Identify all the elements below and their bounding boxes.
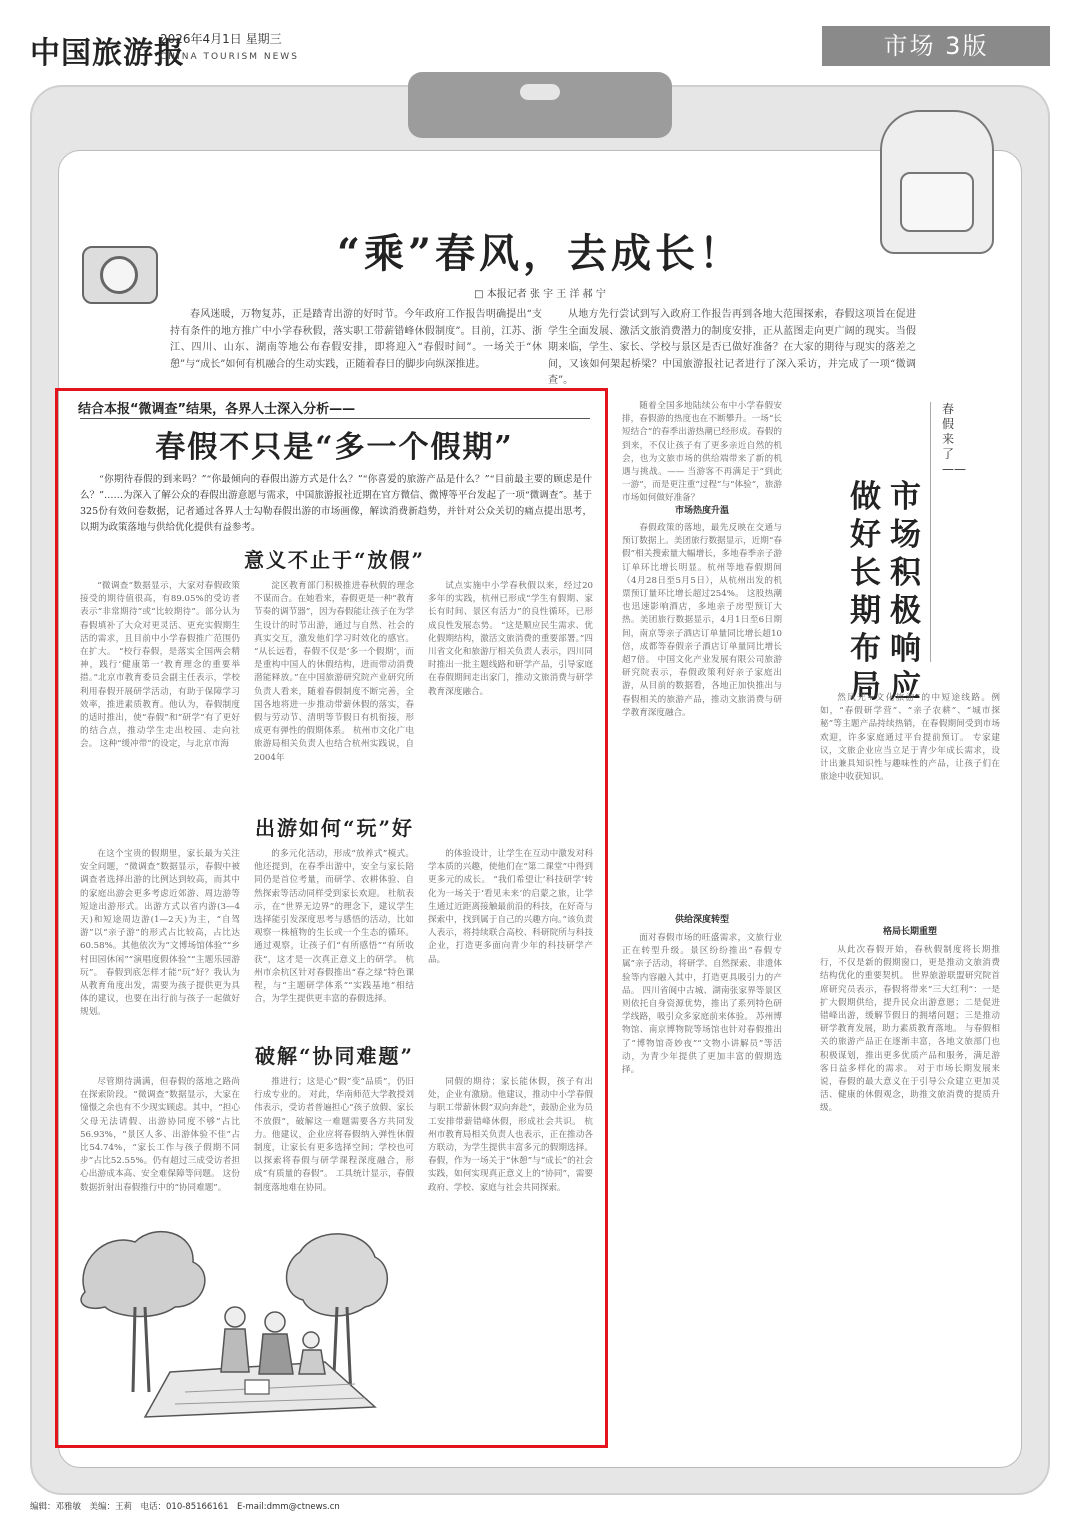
- right-column-upper: [820, 692, 1000, 912]
- subhead-long-term: 格局长期重塑: [882, 927, 937, 937]
- feature-lead: “你期待春假的到来吗？”“你最倾向的春假出游方式是什么？”“你喜爱的旅游产品是什么？”“目前最主要的顾虑是什么？”……为深入了解公众的春假出游意愿与需求，中国旅游报社近期在官方微信、微博等平台发起了一项“微调查”。基于325份有效问卷数据，记者通过各界人士勾勒春假出游的市场画像，解读消费新趋势，并针对公众关切的痛点提出思考，以期为政策落地与供给优化提供有益参考。: [80, 474, 592, 533]
- supply-transform-text: 面对春假市场的旺盛需求，文旅行业正在转型升级。景区纷纷推出“春假专属”亲子活动，将研学、自然探索、非遗体验等内容融入其中，打造更具吸引力的产品。 四川省阆中古城、湖南张家界等景区则依托自身资源优势，推出了系列特色研学线路，吸引众多家庭前来体验。 苏州博物馆、南京博物院等场馆也针对春假推出了“博物馆奇妙夜”“文物小讲解员”等活动，为青少年提供了更加丰富的假期选择。: [622, 933, 782, 1076]
- side-kicker: 春假来了——: [942, 402, 966, 476]
- right-intro-column: [622, 400, 782, 504]
- section-heading-2: 出游如何“玩”好: [254, 816, 414, 840]
- section-heading-3: 破解“协同难题”: [254, 1044, 414, 1068]
- section2-column-3: [428, 848, 593, 1028]
- section2-column-1: [80, 848, 240, 1028]
- newspaper-logo: 中国旅游报: [30, 36, 185, 71]
- main-headline: “乘”春风，去成长！: [336, 230, 743, 277]
- section3-column-1: [80, 1076, 240, 1216]
- section3-column-2: [254, 1076, 414, 1216]
- section2-column-2: [254, 848, 414, 1028]
- section-heading-1: 意义不止于“放假”: [243, 548, 425, 572]
- intro-left: 春风迷暖，万物复苏，正是踏青出游的好时节。今年政府工作报告明确提出“支持有条件的地方推广中小学春秋假，落实职工带薪错峰休假制度”。目前，江苏、浙江、四川、山东、湖南等地公布春假安排，即将迎入“春假时间”。一场关于“休憩”与“成长”如何有机融合的生动实践，正随着春日的脚步向纵深推进。: [170, 309, 542, 370]
- right-column-upper-text: 然风光+文化旅游”的中短途线路。例如，“春假研学营”、“亲子农耕”、“城市探秘”等主题产品持续热销，在春假期间受到市场欢迎，许多家庭通过平台提前预订。 专家建议，文旅企业应当立足于青少年成长需求，设计出兼具知识性与趣味性的产品，让孩子们在旅途中收获知识。: [820, 693, 1000, 783]
- byline: □ 本报记者 张 宇 王 洋 郝 宁: [474, 289, 606, 300]
- section3-column-2-text: 推进行；这是心“假”变“品质”，仍旧行成专业的。 对此，华南师范大学教授刘伟表示，受访者普遍担心“孩子放假、家长不放假”，破解这一难题需要各方共同发力。他建议，企业应将春假纳入弹性休假制度，让家长有更多选择空间；学校也可以探索将春假与研学课程深度融合，形成“有质量的春假”。 工具统计显示，春假制度落地难在协同。: [254, 1077, 414, 1193]
- vertical-divider: [930, 402, 931, 662]
- market-heat-text: 春假政策的落地，最先反映在交通与预订数据上。美团旅行数据显示，近期“春假”相关搜索量大幅增长，多地春季亲子游订单环比增长明显。杭州等地春假期间（4月28日至5月5日），从杭州出发的机票预订量环比增长超过254%。 这股热潮也迅速影响酒店，多地亲子房型预订大热。美团旅行数据显示，4月1日至6日期间，南京等亲子酒店订单量同比增长超10倍，成都等春假亲子酒店订单量同比增长超7倍。 中国文化产业发展有限公司旅游研究院表示，春假政策利好亲子家庭出游，从目前的数据看，各地正加快推出与春假相关的旅游产品，推动文旅消费与研学教育深度融合。: [622, 523, 782, 718]
- section1-column-1: [80, 580, 240, 792]
- subhead-market-heat: 市场热度升温: [674, 506, 729, 516]
- section1-column-2-text: 淀区教育部门积极推进春秋假的理念不谋而合。在她看来，春假更是一种“教育节奏的调节器”，因为春假能让孩子在为学生设计的时节出游，通过与自然、社会的真实交互，激发他们学习时效化的感官。 “从长远看，春假不仅是‘多一个假期’，而是重构中国人的休假结构，进而带动消费潜能释放。”在中国旅游研究院产业研究所负责人看来，随着春假制度不断完善，全国各地将进一步推动带薪休假的落实，春假与劳动节、清明等节假日有机衔接，形成更有弹性的假期体系。 杭州市文化广电旅游局相关负责人也结合杭州实践说，自2004年: [254, 581, 414, 763]
- editor-footer: 编辑：邓雅敏 美编：王莉 电话：010-85166161 E-mail:dmm@ctnews.cn: [30, 1502, 340, 1512]
- intro-right: 从地方先行尝试到写入政府工作报告再到各地大范围探索，春假这项旨在促进学生全面发展、激活文旅消费潜力的制度安排，正从蓝图走向更广阔的现实。当假期来临，学生、家长、学校与景区是否已做好准备？在大家的期待与现实的落差之间，又该如何架起桥梁？中国旅游报社记者进行了深入采访，并完成了一项“微调查”。: [548, 309, 916, 386]
- subhead-supply-transform: 供给深度转型: [674, 915, 729, 925]
- section3-column-3-text: 同假的期待；家长能休假，孩子有出处，企业有激励。他建议，推动中小学春假与职工带薪休假“双向奔赴”，鼓励企业为员工安排带薪错峰休假，形成社会共识。 杭州市教育局相关负责人也表示，正在推动各方联动，为学生提供丰富多元的假期选择。 春假，作为一场关于“休憩”与“成长”的社会实践，如何实现真正意义上的“协同”，需要政府、学校、家庭与社会共同探索。: [428, 1077, 593, 1193]
- side-title-left-column: 做好长期布局: [850, 479, 881, 705]
- clipboard-clip: [408, 72, 672, 138]
- issue-date: 2026年4月1日 星期三: [160, 32, 282, 46]
- right-intro-text: 随着全国多地陆续公布中小学春假安排，春假游的热度也在不断攀升。一场“长短结合”的春季出游热潮已经形成。春假的到来，不仅让孩子有了更多亲近自然的机会，也为文旅市场的供给端带来了新的机遇与挑战。—— 当游客不再满足于“到此一游”，而是更注重“过程”与“体验”，旅游市场如何做好准备？: [622, 401, 782, 504]
- section3-column-1-text: 尽管期待满满，但春假的落地之路尚在探索阶段。“微调查”数据显示，大家在憧憬之余也有不少现实顾虑。其中，“担心父母无法请假、出游协同度不够”占比56.93%，“景区人多、出游体验不佳”占比54.74%，“家长工作与孩子假期不同步”占比52.55%。仍有超过三成受访者担心出游成本高、安全难保障等问题。 这份数据折射出春假推行中的“协同难题”。: [80, 1077, 240, 1193]
- clipboard-clip-hole: [520, 84, 560, 100]
- section3-column-3: [428, 1076, 593, 1426]
- supply-transform-column: [622, 932, 782, 1422]
- section-page-tag: 市场 3版: [822, 26, 1050, 66]
- section1-column-2: [254, 580, 414, 792]
- section1-column-3: [428, 580, 593, 792]
- market-heat-column: [622, 522, 782, 907]
- kicker-divider: [80, 418, 590, 419]
- side-title-right-column: 市场积极响应: [890, 479, 921, 705]
- feature-title: 春假不只是“多一个假期”: [155, 430, 514, 465]
- newspaper-english-name: CHINA TOURISM NEWS: [160, 52, 299, 62]
- section2-column-1-text: 在这个宝贵的假期里，家长最为关注安全问题，“微调查”数据显示，春假中被调查者选择出游的比例达到较高，而其中的家庭出游会更多考虑近郊游、周边游等短途出游形式。出游方式以省内游(3—4天)和短途周边游(1—2天)为主，“自驾游”以“亲子游”的形式占比较高，占比达60.58%。其他依次为“文博场馆体验”“乡村田园休闲”“演唱度假体验”“主题乐园游玩”。 春假到底怎样才能“玩”好？我认为从教育角度出发，需要为孩子提供更为具体的建议，也要在出行前与孩子一起做好规划。: [80, 849, 240, 1018]
- section1-column-1-text: “微调查”数据显示，大家对春假政策接受的期待值很高，有89.05%的受访者表示“非常期待”或“比较期待”。部分认为春假填补了大众对更灵活、更充实假期生活的需求，且目前中小学春假推广范围仍在扩大。 “校行春假，是落实全国两会精神，践行‘健康第一’教育理念的重要举措。”北京市教育委员会副主任表示，学校利用春假开展研学活动，有助于保障学习效率，推进素质教育。他认为，春假制度的适时推出，使“春假”和“研学”有了更好的结合点，推动学生走出校园、走向社会。 这种“缓冲带”的设定，与北京市海: [80, 581, 240, 750]
- long-term-text: 从此次春假开始，春秋假制度将长期推行，不仅是新的假期窗口，更是推动文旅消费结构优化的重要契机。 世界旅游联盟研究院首席研究员表示，春假将带来“三大红利”：一是扩大假期供给，提升民众出游意愿；二是促进错峰出游，缓解节假日的拥堵问题；三是推动研学教育发展，助力素质教育落地。 与春假相关的旅游产品正在逐渐丰富，各地文旅部门也积极谋划，推出更多优质产品和服务，满足游客日益多样化的需求。 对于市场长期发展来说，春假的最大意义在于引导公众建立更加灵活、健康的休假观念，助推文旅消费的提质升级。: [820, 945, 1000, 1114]
- section2-column-2-text: 的多元化活动，形成“放养式”模式。他还提到，在春季出游中，安全与家长陪同仍是首位考量，而研学、农耕体验、自然探索等活动同样受到家长欢迎。 杜航表示，在“世界无边界”的理念下，建议学生选择能引发深度思考与感悟的活动，比如观察一株植物的生长或一个生态的循环。通过观察，让孩子们“有所感悟”“有所收获”，这才是一次真正意义上的研学。 杭州市余杭区针对春假推出“春之绿”特色课程，与“主题研学体系”“实践基地”相结合，为学生提供更丰富的春假选择。: [254, 849, 414, 1005]
- long-term-column: [820, 944, 1000, 1424]
- section2-column-3-text: 的体验设计，让学生在互动中激发对科学本质的兴趣，使他们在“第二课堂”中得到更多元的成长。 “我们希望让‘科技研学’转化为一场关于‘看见未来’的启蒙之旅，让学生通过近距离接触最前沿的科技，在好奇与探索中，找到属于自己的兴趣方向。”该负责人表示，将持续联合高校、科研院所与科技企业，打造更多面向青少年的科技研学产品。: [428, 849, 593, 965]
- section1-column-3-text: 试点实施中小学春秋假以来，经过20多年的实践，杭州已形成“学生有假期、家长有时间、景区有活力”的良性循环，已形成良性发展态势。 “这是顺应民生需求、优化假期结构，激活文旅消费的重要部署。”四川省文化和旅游厅相关负责人表示，四川同时推出一批主题线路和研学产品，引导家庭在春假期间走出家门，推动文旅消费与研学教育深度融合。: [428, 581, 593, 697]
- family-picnic-illustration: [75, 1222, 405, 1422]
- feature-kicker: 结合本报“微调查”结果，各界人士深入分析——: [78, 402, 356, 417]
